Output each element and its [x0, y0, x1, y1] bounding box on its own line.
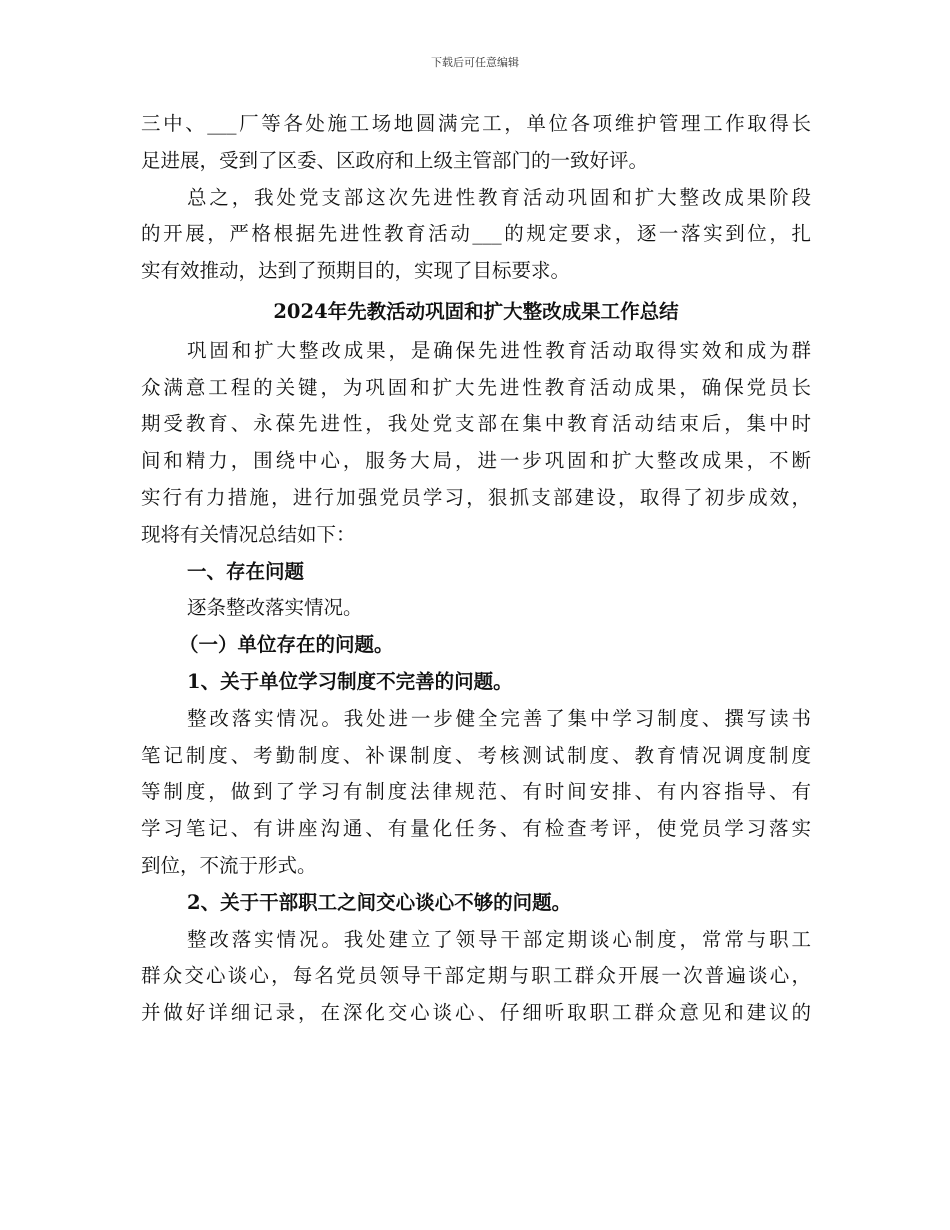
paragraph-line: 等制度，做到了学习有制度法律规范、有时间安排、有内容指导、有	[141, 780, 811, 804]
page-header: 下载后可任意编辑	[431, 56, 519, 69]
paragraph-line: 并做好详细记录，在深化交心谈心、仔细听取职工群众意见和建议的	[141, 1001, 811, 1025]
paragraph-line: 实行有力措施，进行加强党员学习，狠抓支部建设，取得了初步成效，	[141, 485, 811, 509]
paragraph-line: 期受教育、永葆先进性，我处党支部在集中教育活动结束后，集中时	[141, 412, 811, 436]
document-title: 2024年先教活动巩固和扩大整改成果工作总结	[273, 299, 679, 323]
paragraph-line: 整改落实情况。我处进一步健全完善了集中学习制度、撰写读书	[187, 706, 811, 730]
paragraph-line: 学习笔记、有讲座沟通、有量化任务、有检查考评，使党员学习落实	[141, 817, 811, 841]
paragraph-line: 现将有关情况总结如下：	[141, 522, 356, 546]
paragraph-line: 整改落实情况。我处建立了领导干部定期谈心制度，常常与职工	[187, 927, 811, 951]
item-heading: 2、关于干部职工之间交心谈心不够的问题。	[187, 890, 572, 914]
paragraph-line: 三中、___厂等各处施工场地圆满完工，单位各项维护管理工作取得长	[141, 112, 811, 135]
paragraph-line: 足进展，受到了区委、区政府和上级主管部门的一致好评。	[141, 148, 649, 172]
paragraph-line: 巩固和扩大整改成果，是确保先进性教育活动取得实效和成为群	[187, 338, 811, 362]
paragraph-line: 实有效推动，达到了预期目的，实现了目标要求。	[141, 259, 571, 283]
paragraph-line: 到位，不流于形式。	[141, 853, 317, 877]
paragraph-line: 的开展，严格根据先进性教育活动___的规定要求，逐一落实到位，扎	[141, 222, 811, 246]
paragraph-line: 笔记制度、考勤制度、补课制度、考核测试制度、教育情况调度制度	[141, 743, 811, 767]
paragraph-line: 总之，我处党支部这次先进性教育活动巩固和扩大整改成果阶段	[187, 185, 811, 209]
paragraph-line: 群众交心谈心，每名党员领导干部定期与职工群众开展一次普遍谈心，	[141, 964, 811, 988]
item-heading: 1、关于单位学习制度不完善的问题。	[187, 669, 513, 693]
paragraph-line: 众满意工程的关键，为巩固和扩大先进性教育活动成果，确保党员长	[141, 375, 811, 399]
section-subtext: 逐条整改落实情况。	[187, 596, 363, 620]
document-body	[141, 106, 811, 1032]
section-heading: 一、存在问题	[187, 559, 305, 583]
paragraph-line: 间和精力，围绕中心，服务大局，进一步巩固和扩大整改成果，不断	[141, 449, 811, 473]
subsection-heading: （一）单位存在的问题。	[179, 633, 394, 657]
